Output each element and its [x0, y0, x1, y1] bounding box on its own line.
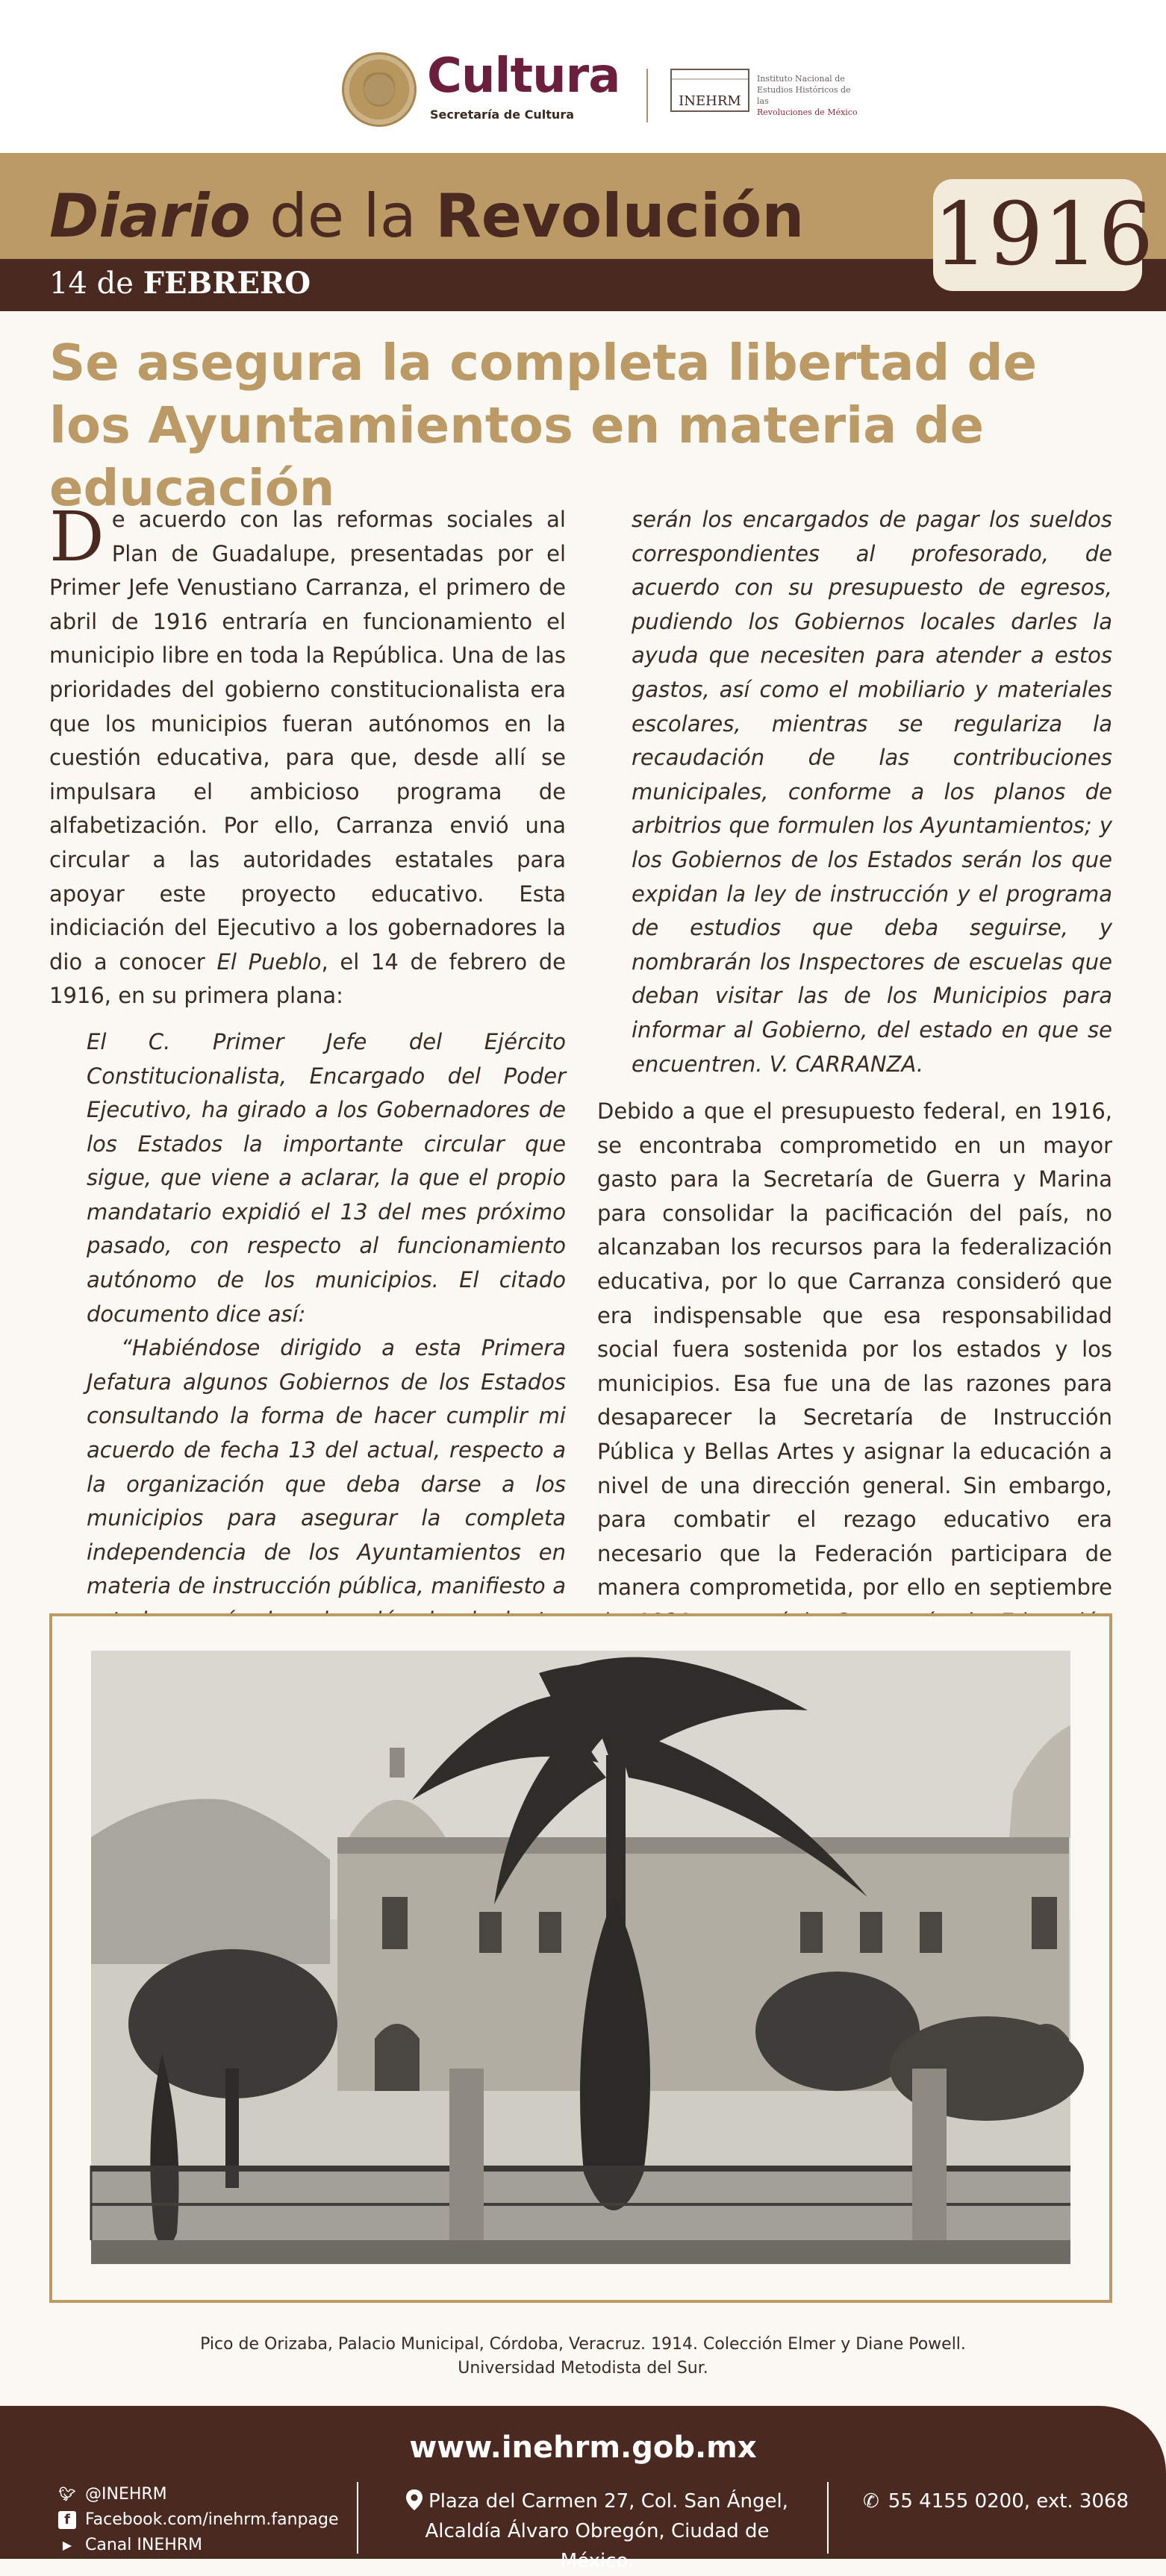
quote-paragraph: El C. Primer Jefe del Ejército Constitucionalista, Encargado del Poder Ejecutivo, ha girado a los Gobernadores de los Estados la importante circular que sigue, que viene a aclarar, la que el propio mandatario expidió el 13 del mes próximo pasado, con respecto al funcionamiento autónomo de los municipios. El citado documento dice así:	[87, 1028, 566, 1327]
article-paragraph-1	[49, 497, 566, 1013]
photo-caption	[0, 2333, 1166, 2380]
inehrm-logo	[670, 69, 749, 112]
address-line: Plaza del Carmen 27, Col. San Ángel,	[428, 2490, 788, 2513]
youtube-icon: ▶	[62, 2538, 72, 2552]
youtube-channel: Canal INEHRM	[85, 2536, 203, 2554]
twitter-handle: @INEHRM	[85, 2485, 167, 2504]
address-line: Alcaldía Álvaro Obregón, Ciudad de México.	[425, 2520, 770, 2572]
paragraph-text: e acuerdo con las reformas sociales al Plan de Guadalupe, presentadas por el Primer Jefe Venustiano Carranza, el primero de abril de 1916 entraría en funcionamiento el municipio libre en toda la República. Una de las prioridades del gobierno constitucionalista era que los municipios fueran autónomos en la cuestión educativa, para que, desde allí se impulsara el ambicioso programa de alfabetización. Por ello, Carranza envió una circular a las autoridades estatales para apoyar este proyecto educativo. Esta indiciación del Ejecutivo a los gobernadores la dio a conocer	[49, 507, 566, 975]
inehrm-desc-line: Estudios Históricos de las	[757, 85, 851, 106]
inehrm-logo-text: INEHRM	[679, 93, 741, 109]
newspaper-name: El Pueblo	[216, 948, 322, 975]
issue-date	[49, 263, 311, 304]
issue-day: 14 de	[49, 266, 143, 301]
address	[396, 2486, 799, 2576]
inehrm-desc-line: Instituto Nacional de	[757, 74, 845, 84]
article-headline: Se asegura la completa libertad de los Ayuntamientos en materia de educación	[49, 334, 1038, 517]
paragraph-text: , el 14 de febrero de 1916, en su primera plana:	[49, 948, 566, 1009]
footer-divider	[357, 2482, 358, 2554]
phone-link[interactable]	[863, 2486, 1129, 2516]
historic-photo	[91, 1651, 1070, 2264]
website-link[interactable]: www.inehrm.gob.mx	[409, 2430, 757, 2465]
cultura-subtitle: Secretaría de Cultura	[430, 107, 575, 122]
article-paragraph-2: Debido a que el presupuesto federal, en 1916, se encontraba comprometido en un mayor gasto para la Secretaría de Guerra y Marina para consolidar la pacificación del país, no alcanzaban los recursos para la federalización educativa, por lo que Carranza consideró que era indispensable que esa responsabilidad social fuera sostenida por los estados y los municipios. Esa fue una de las razones para desaparecer la Secretaría de Instrucción Pública y Bellas Artes y asignar la educación a nivel de una dirección general. Sin embargo, para combatir el rezago educativo era necesario que la Federación participara de manera comprometida, por ello en septiembre	[597, 1098, 1112, 1601]
photo-palacio-municipal-cordoba	[91, 1651, 1070, 2264]
youtube-link[interactable]	[58, 2533, 339, 2558]
facebook-link[interactable]	[58, 2507, 339, 2533]
coat-of-arms-seal-icon	[342, 52, 417, 127]
facebook-icon: f	[58, 2511, 76, 2529]
caption-line: Pico de Orizaba, Palacio Municipal, Córdoba, Veracruz. 1914. Colección Elmer y Diane Powell.	[200, 2335, 966, 2354]
logo-divider	[646, 69, 648, 122]
logo-band	[0, 0, 1166, 153]
article-column-right	[597, 503, 1112, 1673]
article-column-left	[49, 497, 566, 1739]
publication-title	[49, 179, 804, 254]
twitter-link[interactable]	[58, 2482, 339, 2507]
twitter-icon: 🐦︎	[58, 2486, 76, 2502]
footer-divider	[827, 2482, 829, 2554]
location-pin-icon	[406, 2489, 423, 2510]
phone-number: 55 4155 0200, ext. 3068	[888, 2490, 1129, 2513]
quote-paragraph: “Habiéndose dirigido a esta Primera Jefatura algunos Gobiernos de los Estados consultando la forma de hacer cumplir mi acuerdo de fecha 13 del actual, respecto a la organización que deba darse a los municipios para asegurar la completa independencia de los Ayuntamientos en materia de instrucción pública, manifiesto a	[87, 1335, 566, 1599]
cultura-logo-text: Cultura	[427, 49, 620, 104]
inehrm-description	[757, 73, 861, 118]
issue-month: FEBRERO	[143, 266, 311, 301]
issue-year: 1916	[933, 179, 1142, 291]
social-links	[58, 2482, 339, 2558]
title-de-la: de la	[250, 181, 436, 251]
title-revolucion: Revolución	[435, 181, 805, 251]
photo-frame	[49, 1613, 1112, 2303]
drop-cap: D	[49, 497, 105, 577]
facebook-page: Facebook.com/inehrm.fanpage	[85, 2510, 339, 2529]
inehrm-desc-line: Revoluciones de México	[757, 107, 858, 117]
phone-icon: ✆	[863, 2490, 879, 2513]
caption-line: Universidad Metodista del Sur.	[458, 2359, 708, 2378]
title-diario: Diario	[49, 181, 251, 251]
quote-paragraph-continued: serán los encargados de pagar los sueldos correspondientes al profesorado, de acuerdo con su presupuesto de egresos, pudiendo los Gobiernos locales darles la ayuda que necesiten para atender a estos gastos, así como el mobiliario y materiales escolares, mientras se regulariza la recaudación de las contribuciones municipales, conforme a los planos de arbitrios que formulen los Ayuntamientos; y los Gobiernos de los Estados serán los que expidan la ley de instrucción y el programa de estudios que deba seguirse, y nombrarán los Inspectores de escuelas que deban visitar las de los Municipios para informar al Gobierno, del estado en que se encuentren. V. CARRANZA.	[632, 507, 1112, 1077]
